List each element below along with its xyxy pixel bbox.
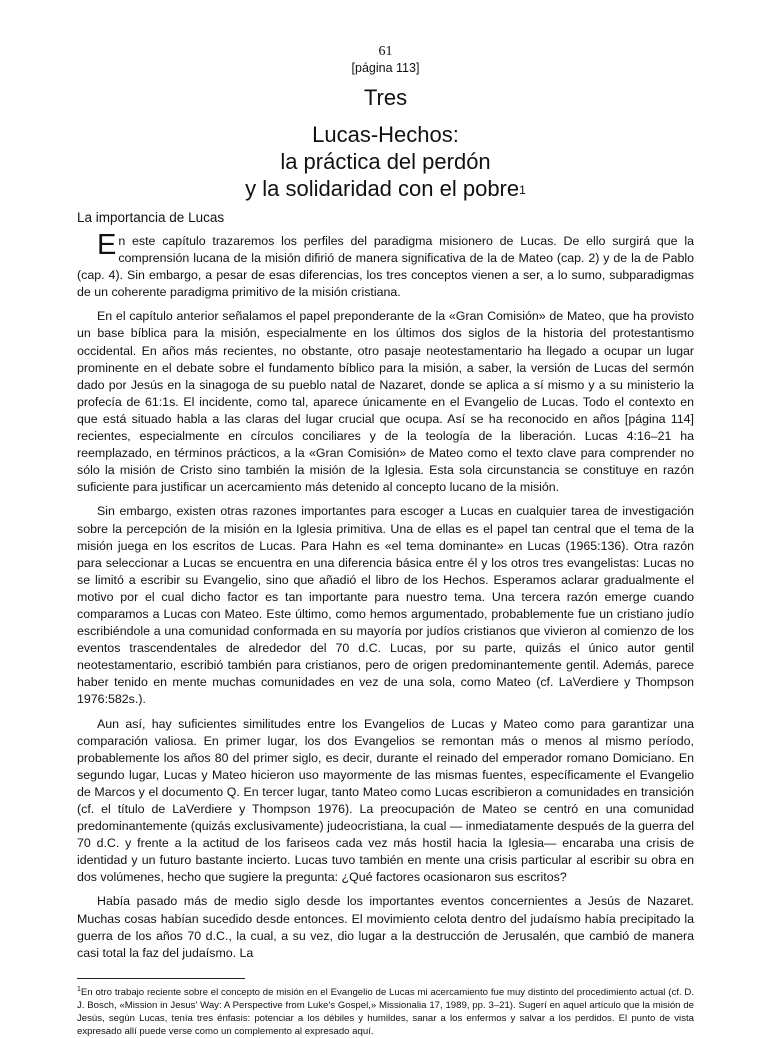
footnote-divider [77,978,245,979]
paragraph: Había pasado más de medio siglo desde los importantes eventos concernientes a Jesús de Nazaret. Muchas cosas habían sucedido desde entonces. El movimiento celota dentro del judaísmo había precipitado la guerra de los años 70 d.C., la cual, a su vez, dio lugar a la destrucción de Jerusalén, que cambió de manera casi total la faz del judaísmo. La [77,894,694,960]
title-line-1: Lucas-Hechos: [312,122,459,147]
chapter-title [77,121,694,202]
page-number: 61 [378,44,393,59]
page-reference: [página 113] [351,61,420,75]
title-line-2: la práctica del perdón [280,149,491,174]
footnote [77,983,694,1038]
chapter-label: Tres [363,85,408,110]
body-text [77,229,694,962]
paragraph: Sin embargo, existen otras razones importantes para escoger a Lucas en cualquier tarea de investigación sobre la percepción de la misión en la Iglesia primitiva. Una de ellas es el papel tan central que el tema de la misión juega en los escritos de Lucas. Para Hahn es «el tema dominante» en Lucas (1965:136). Otra razón para seleccionar a Lucas se encuentra en una diferencia básica entre él y los otros tres evangelistas: Lucas no se limitó a escribir su Evangelio, sino que añadió el libro de los Hechos. Esperamos aclarar gradualmente el motivo por el cual dicho factor es tan importante para nuestro tema. Una tercera razón emerge cuando comparamos a Lucas con Mateo. Este último, como hemos argumentado, probablemente fue un cristiano judío escribiéndole a una comunidad conformada en su mayoría por judíos cristianos que vivieron al comienzo de los eventos trascendentales de alrededor del 70 d.C. Lucas, por su parte, quizás el único autor gentil neotestamentario, escribió también para cristianos, pero de origen predominantemente gentil. Además, parece haber tenido en mente muchas comunidades en vez de una sola, como Mateo (cf. LaVerdiere y Thompson 1976:582s.). [77,504,694,707]
title-line-3 [77,175,694,202]
footnote-ref[interactable]: 1 [519,183,526,197]
section-heading: La importancia de Lucas [77,210,225,225]
paragraph [77,229,694,301]
paragraph: Aun así, hay suficientes similitudes entre los Evangelios de Lucas y Mateo como para garantizar una comparación valiosa. En primer lugar, los dos Evangelios se remontan más o menos al mismo período, probablemente los años 80 del primer siglo, es decir, durante el reinado del emperador romano Domiciano. En segundo lugar, Lucas y Mateo hicieron uso mayormente de las mismas fuentes, específicamente el Evangelio de Marcos y el documento Q. En tercer lugar, tanto Mateo como Lucas escribieron a comunidades en transición (cf. el título de LaVerdiere y Thompson 1976). La preocupación de Mateo se centró en una comunidad predominantemente (quizás exclusivamente) judeocristiana, la cual — inmediatamente después de la guerra del 70 d.C. y frente a la actitud de los fariseos cada vez más hostil hacia la Iglesia— encaraba una crisis de identidad y un futuro bastante incierto. Lucas tuvo también en mente una crisis particular al escribir su obra en dos volúmenes, hecho que sugiere la pregunta: ¿Qué factores ocasionaron sus escritos? [77,716,694,885]
paragraph-text: n este capítulo trazaremos los perfiles del paradigma misionero de Lucas. De ello surgirá que la comprensión lucana de la misión difirió de manera significativa de la de Mateo (cap. 2) y de la de Pablo (cap. 4). Sin embargo, a pesar de esas diferencias, los tres conceptos vienen a ser, a lo sumo, subparadigmas de un coherente paradigma primitivo de la misión cristiana. [77,234,694,300]
footnote-marker: 1 [77,985,81,993]
drop-cap: E [97,229,117,261]
title-line-3-text: y la solidaridad con el pobre [245,176,520,201]
footnote-text: En otro trabajo reciente sobre el concepto de misión en el Evangelio de Lucas mi acercamiento fue muy distinto del procedimiento actual (cf. D. J. Bosch, «Mission in Jesus' Way: A Perspective from Luke's Gospel,» Missionalia 17, 1989, pp. 3–21). Sugerí en aquel artículo que la misión de Jesús, según Lucas, tenía tres énfasis: potenciar a los débiles y humildes, sanar a los enfermos y salvar a los perdidos. El punto de vista expresado allí puede verse como un complemento al expresado aquí. [77,987,694,1038]
paragraph: En el capítulo anterior señalamos el papel preponderante de la «Gran Comisión» de Mateo, que ha provisto un base bíblica para la misión, especialmente en los últimos dos siglos de la historia del protestantismo occidental. En años más recientes, no obstante, otro pasaje neotestamentario ha llegado a ocupar un lugar prominente en el debate sobre el fundamento bíblico para la misión, a saber, la versión de Lucas del sermón dado por Jesús en la sinagoga de su pueblo natal de Nazaret, donde se aplica a sí mismo y a su ministerio la profecía de 61:1s. El incidente, como tal, aparece únicamente en el Evangelio de Lucas. Todo el contexto en que está situado habla a las claras del lugar crucial que ocupa. Así se ha reconocido en años [página 114] recientes, especialmente en círculos conciliares y de la teología de la liberación. Lucas 4:16–21 ha reemplazado, en términos prácticos, a la «Gran Comisión» de Mateo como el texto clave para comprender no sólo la misión de Cristo sino también la misión de la Iglesia. Esta sola circunstancia se constituye en razón suficiente para justificar un acercamiento más detenido al concepto lucano de la misión. [77,309,694,495]
